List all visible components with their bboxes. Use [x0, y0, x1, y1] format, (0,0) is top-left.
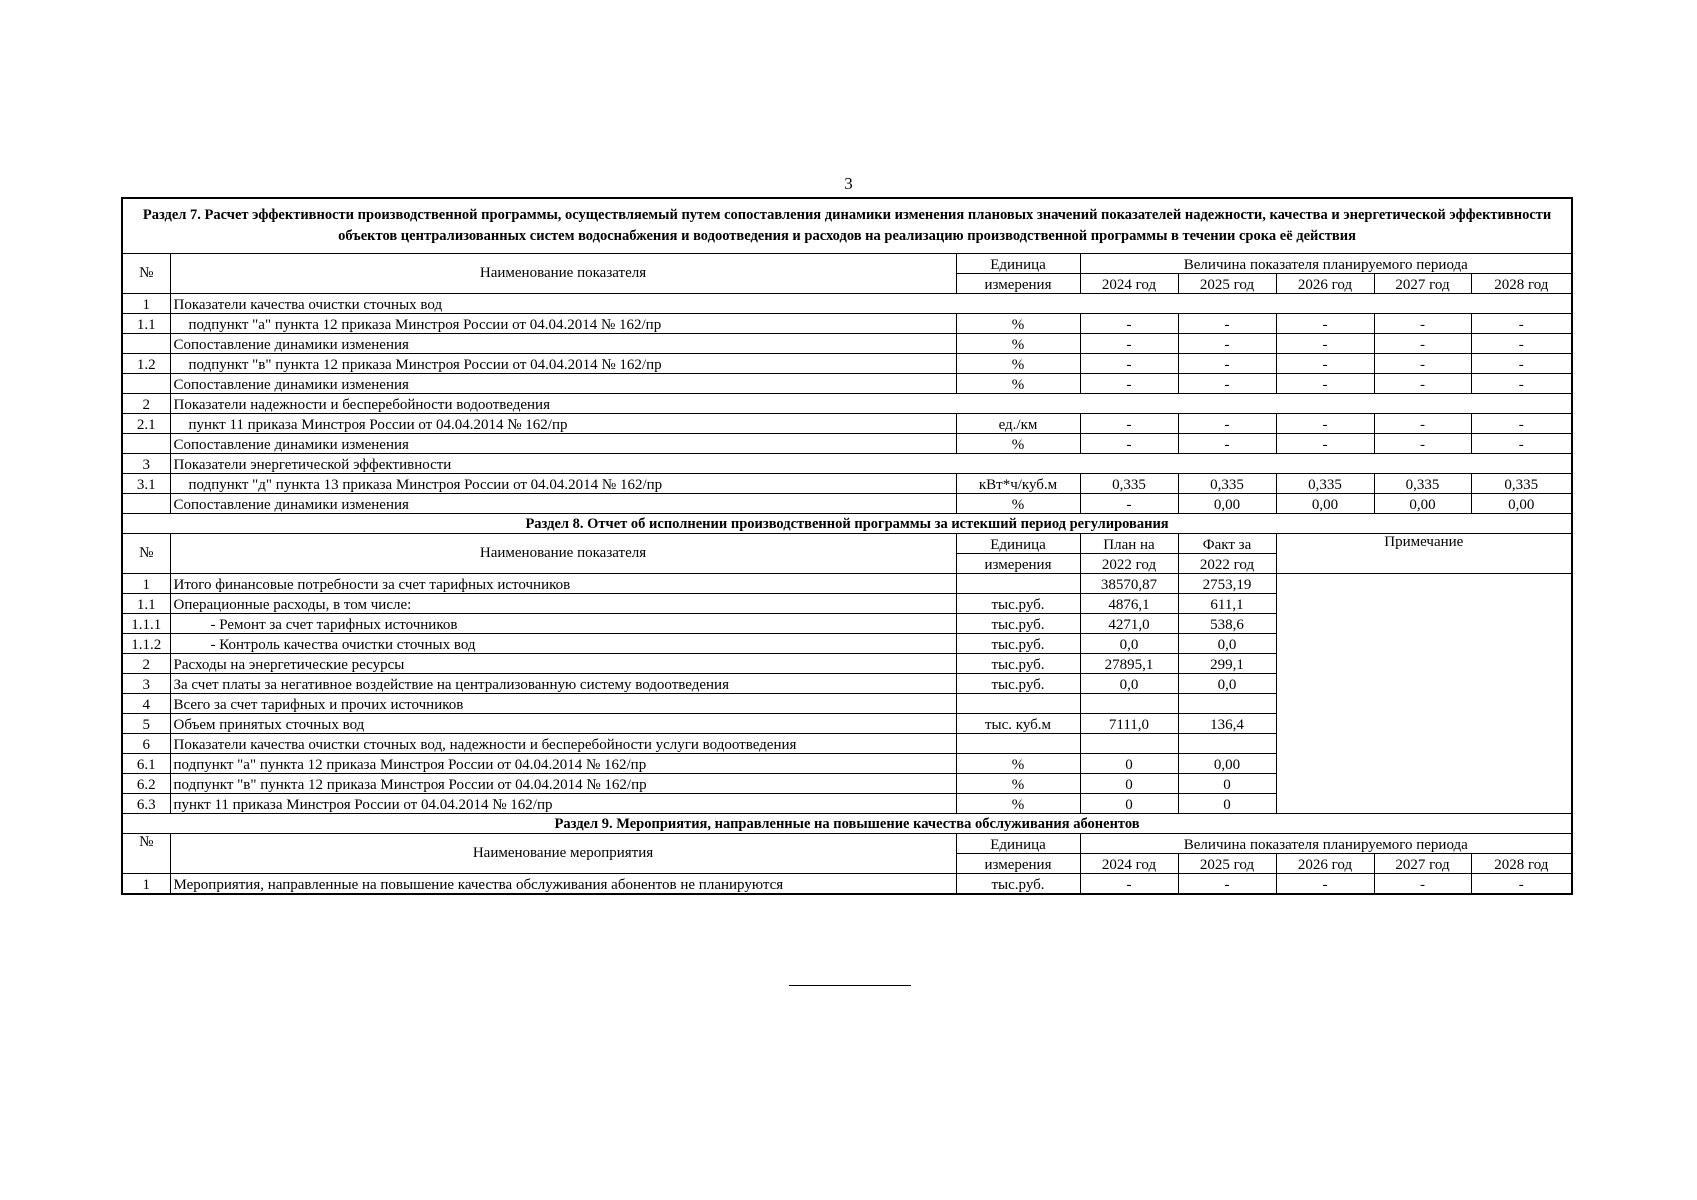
row-value: 0,00: [1178, 494, 1276, 514]
section7-year: 2026 год: [1276, 274, 1374, 294]
row-value: 0,335: [1080, 474, 1178, 494]
row-unit: тыс.руб.: [956, 614, 1080, 634]
row-unit: %: [956, 774, 1080, 794]
row-name: пункт 11 приказа Минстроя России от 04.04.2014 № 162/пр: [170, 414, 956, 434]
row-name: подпункт "в" пункта 12 приказа Минстроя России от 04.04.2014 № 162/пр: [170, 774, 956, 794]
section7-col-unit: Единица: [956, 254, 1080, 274]
row-unit: [956, 694, 1080, 714]
footer-separator-line: [789, 985, 911, 986]
row-plan: 4876,1: [1080, 594, 1178, 614]
section7-year: 2027 год: [1374, 274, 1471, 294]
row-value: -: [1374, 874, 1471, 895]
table-row: [122, 294, 1572, 314]
section9: [122, 814, 1572, 895]
section8-col-name: Наименование показателя: [170, 534, 956, 574]
row-name: За счет платы за негативное воздействие на централизованную систему водоотведения: [170, 674, 956, 694]
table-row: [122, 874, 1572, 895]
row-plan: 0,0: [1080, 674, 1178, 694]
row-value: -: [1178, 314, 1276, 334]
row-value: -: [1080, 414, 1178, 434]
section9-year: 2024 год: [1080, 854, 1178, 874]
section7: [122, 198, 1572, 514]
table-row: [122, 454, 1572, 474]
row-value: 0,335: [1178, 474, 1276, 494]
section7-year: 2025 год: [1178, 274, 1276, 294]
row-fact: [1178, 734, 1276, 754]
section8: [122, 514, 1572, 814]
row-value: -: [1080, 374, 1178, 394]
section9-col-name: Наименование мероприятия: [170, 834, 956, 874]
row-value: -: [1276, 874, 1374, 895]
row-value: 0,00: [1471, 494, 1572, 514]
section8-col-note: Примечание: [1276, 534, 1572, 574]
row-value: -: [1276, 354, 1374, 374]
row-number: [122, 434, 170, 454]
row-name: Расходы на энергетические ресурсы: [170, 654, 956, 674]
table-row: [122, 574, 1572, 594]
row-unit: %: [956, 334, 1080, 354]
section8-col-no: №: [122, 534, 170, 574]
row-value: -: [1471, 314, 1572, 334]
row-unit: тыс. куб.м: [956, 714, 1080, 734]
section7-title: Раздел 7. Расчет эффективности производственной программы, осуществляемый путем сопоставления динамики изменения плановых значений показателей надежности, качества и энергетической эффективности объектов централизованных систем водоснабжения и водоотведения и расходов на реализацию производственной программы в течении срока её действия: [122, 198, 1572, 254]
section8-title: Раздел 8. Отчет об исполнении производственной программы за истекший период регулирования: [122, 514, 1572, 534]
row-value: -: [1080, 334, 1178, 354]
row-name: подпункт "д" пункта 13 приказа Минстроя России от 04.04.2014 № 162/пр: [170, 474, 956, 494]
row-value: -: [1178, 434, 1276, 454]
row-name: Показатели качества очистки сточных вод, надежности и бесперебойности услуги водоотведения: [170, 734, 956, 754]
row-value: -: [1471, 354, 1572, 374]
row-number: 6.3: [122, 794, 170, 814]
row-value: -: [1178, 874, 1276, 895]
row-value: -: [1276, 414, 1374, 434]
row-value: -: [1276, 374, 1374, 394]
section9-year: 2025 год: [1178, 854, 1276, 874]
row-name: подпункт "а" пункта 12 приказа Минстроя России от 04.04.2014 № 162/пр: [170, 754, 956, 774]
row-unit: %: [956, 434, 1080, 454]
row-value: -: [1080, 494, 1178, 514]
row-number: 3: [122, 454, 170, 474]
row-number: 1: [122, 294, 170, 314]
row-unit: тыс.руб.: [956, 874, 1080, 895]
row-value: -: [1178, 334, 1276, 354]
row-value: -: [1080, 314, 1178, 334]
row-name: Мероприятия, направленные на повышение качества обслуживания абонентов не планируются: [170, 874, 956, 895]
row-number: 6: [122, 734, 170, 754]
row-name: пункт 11 приказа Минстроя России от 04.04.2014 № 162/пр: [170, 794, 956, 814]
row-value: -: [1471, 374, 1572, 394]
row-value: -: [1178, 374, 1276, 394]
row-value: -: [1178, 414, 1276, 434]
row-unit: ед./км: [956, 414, 1080, 434]
row-number: 2.1: [122, 414, 170, 434]
row-fact: 0,0: [1178, 674, 1276, 694]
row-number: 1: [122, 874, 170, 895]
section8-col-fact-2: 2022 год: [1178, 554, 1276, 574]
row-name: подпункт "а" пункта 12 приказа Минстроя России от 04.04.2014 № 162/пр: [170, 314, 956, 334]
section9-col-unit: Единица: [956, 834, 1080, 854]
section8-col-plan-2: 2022 год: [1080, 554, 1178, 574]
row-fact: 0: [1178, 794, 1276, 814]
row-value: -: [1471, 434, 1572, 454]
row-value: -: [1471, 414, 1572, 434]
section9-year: 2026 год: [1276, 854, 1374, 874]
row-value: -: [1471, 334, 1572, 354]
row-name: Сопоставление динамики изменения: [170, 334, 956, 354]
row-plan: 27895,1: [1080, 654, 1178, 674]
row-number: 6.2: [122, 774, 170, 794]
row-fact: 136,4: [1178, 714, 1276, 734]
row-value: -: [1080, 434, 1178, 454]
row-value: -: [1080, 874, 1178, 895]
page-number: 3: [844, 174, 853, 193]
section7-col-name: Наименование показателя: [170, 254, 956, 294]
row-name: Сопоставление динамики изменения: [170, 434, 956, 454]
table-row: [122, 334, 1572, 354]
row-value: -: [1374, 334, 1471, 354]
row-plan: [1080, 694, 1178, 714]
row-value: -: [1276, 434, 1374, 454]
row-number: [122, 374, 170, 394]
row-name: - Ремонт за счет тарифных источников: [170, 614, 956, 634]
row-unit: тыс.руб.: [956, 634, 1080, 654]
row-value: -: [1374, 354, 1471, 374]
row-number: 1.1.1: [122, 614, 170, 634]
table-row: [122, 494, 1572, 514]
row-name: подпункт "в" пункта 12 приказа Минстроя России от 04.04.2014 № 162/пр: [170, 354, 956, 374]
table-row: [122, 394, 1572, 414]
row-number: 3.1: [122, 474, 170, 494]
row-unit: кВт*ч/куб.м: [956, 474, 1080, 494]
row-fact: 2753,19: [1178, 574, 1276, 594]
row-number: 1.1: [122, 594, 170, 614]
row-number: 4: [122, 694, 170, 714]
row-fact: 538,6: [1178, 614, 1276, 634]
row-unit: [956, 574, 1080, 594]
section9-title: Раздел 9. Мероприятия, направленные на повышение качества обслуживания абонентов: [122, 814, 1572, 834]
row-value: -: [1080, 354, 1178, 374]
row-plan: [1080, 734, 1178, 754]
row-plan: 0: [1080, 794, 1178, 814]
row-fact: 0: [1178, 774, 1276, 794]
row-unit: тыс.руб.: [956, 674, 1080, 694]
row-value: -: [1276, 334, 1374, 354]
row-unit: тыс.руб.: [956, 594, 1080, 614]
row-number: [122, 334, 170, 354]
row-number: 6.1: [122, 754, 170, 774]
section8-col-unit-2: измерения: [956, 554, 1080, 574]
note-cell: [1276, 574, 1572, 814]
section7-col-no: №: [122, 254, 170, 294]
row-number: 1.1.2: [122, 634, 170, 654]
row-value: 0,00: [1276, 494, 1374, 514]
row-value: 0,335: [1276, 474, 1374, 494]
row-unit: тыс.руб.: [956, 654, 1080, 674]
row-number: [122, 494, 170, 514]
row-value: -: [1276, 314, 1374, 334]
row-unit: %: [956, 314, 1080, 334]
row-plan: 0: [1080, 774, 1178, 794]
table-row: [122, 474, 1572, 494]
row-unit: %: [956, 794, 1080, 814]
row-number: 1: [122, 574, 170, 594]
section7-col-unit-2: измерения: [956, 274, 1080, 294]
row-plan: 4271,0: [1080, 614, 1178, 634]
row-number: 2: [122, 654, 170, 674]
table-row: [122, 374, 1572, 394]
section9-col-no: №: [122, 834, 170, 874]
row-unit: %: [956, 354, 1080, 374]
row-value: -: [1374, 434, 1471, 454]
section9-year: 2028 год: [1471, 854, 1572, 874]
section7-col-value: Величина показателя планируемого периода: [1080, 254, 1572, 274]
table-row: [122, 414, 1572, 434]
row-fact: 299,1: [1178, 654, 1276, 674]
row-name: Показатели качества очистки сточных вод: [170, 294, 1572, 314]
section7-year: 2028 год: [1471, 274, 1572, 294]
section8-col-plan: План на: [1080, 534, 1178, 554]
row-value: -: [1374, 314, 1471, 334]
row-number: 5: [122, 714, 170, 734]
row-name: Сопоставление динамики изменения: [170, 374, 956, 394]
row-plan: 7111,0: [1080, 714, 1178, 734]
section9-year: 2027 год: [1374, 854, 1471, 874]
row-number: 2: [122, 394, 170, 414]
row-unit: %: [956, 494, 1080, 514]
section8-col-unit: Единица: [956, 534, 1080, 554]
row-unit: %: [956, 754, 1080, 774]
row-fact: 611,1: [1178, 594, 1276, 614]
row-unit: [956, 734, 1080, 754]
row-fact: 0,00: [1178, 754, 1276, 774]
row-number: 1.1: [122, 314, 170, 334]
row-value: -: [1374, 374, 1471, 394]
table-row: [122, 354, 1572, 374]
table-row: [122, 314, 1572, 334]
row-fact: 0,0: [1178, 634, 1276, 654]
row-value: -: [1178, 354, 1276, 374]
row-name: Операционные расходы, в том числе:: [170, 594, 956, 614]
row-plan: 0,0: [1080, 634, 1178, 654]
row-name: Итого финансовые потребности за счет тарифных источников: [170, 574, 956, 594]
row-name: - Контроль качества очистки сточных вод: [170, 634, 956, 654]
section8-col-fact: Факт за: [1178, 534, 1276, 554]
section9-col-unit-2: измерения: [956, 854, 1080, 874]
section7-year: 2024 год: [1080, 274, 1178, 294]
row-value: -: [1471, 874, 1572, 895]
row-name: Объем принятых сточных вод: [170, 714, 956, 734]
row-name: Всего за счет тарифных и прочих источников: [170, 694, 956, 714]
row-number: 3: [122, 674, 170, 694]
row-value: -: [1374, 414, 1471, 434]
row-unit: %: [956, 374, 1080, 394]
row-name: Показатели энергетической эффективности: [170, 454, 1572, 474]
row-number: 1.2: [122, 354, 170, 374]
row-plan: 38570,87: [1080, 574, 1178, 594]
row-value: 0,335: [1471, 474, 1572, 494]
section9-col-value: Величина показателя планируемого периода: [1080, 834, 1572, 854]
row-value: 0,00: [1374, 494, 1471, 514]
row-fact: [1178, 694, 1276, 714]
row-plan: 0: [1080, 754, 1178, 774]
row-name: Показатели надежности и бесперебойности водоотведения: [170, 394, 1572, 414]
report-table: [121, 197, 1573, 895]
row-value: 0,335: [1374, 474, 1471, 494]
table-row: [122, 434, 1572, 454]
row-name: Сопоставление динамики изменения: [170, 494, 956, 514]
